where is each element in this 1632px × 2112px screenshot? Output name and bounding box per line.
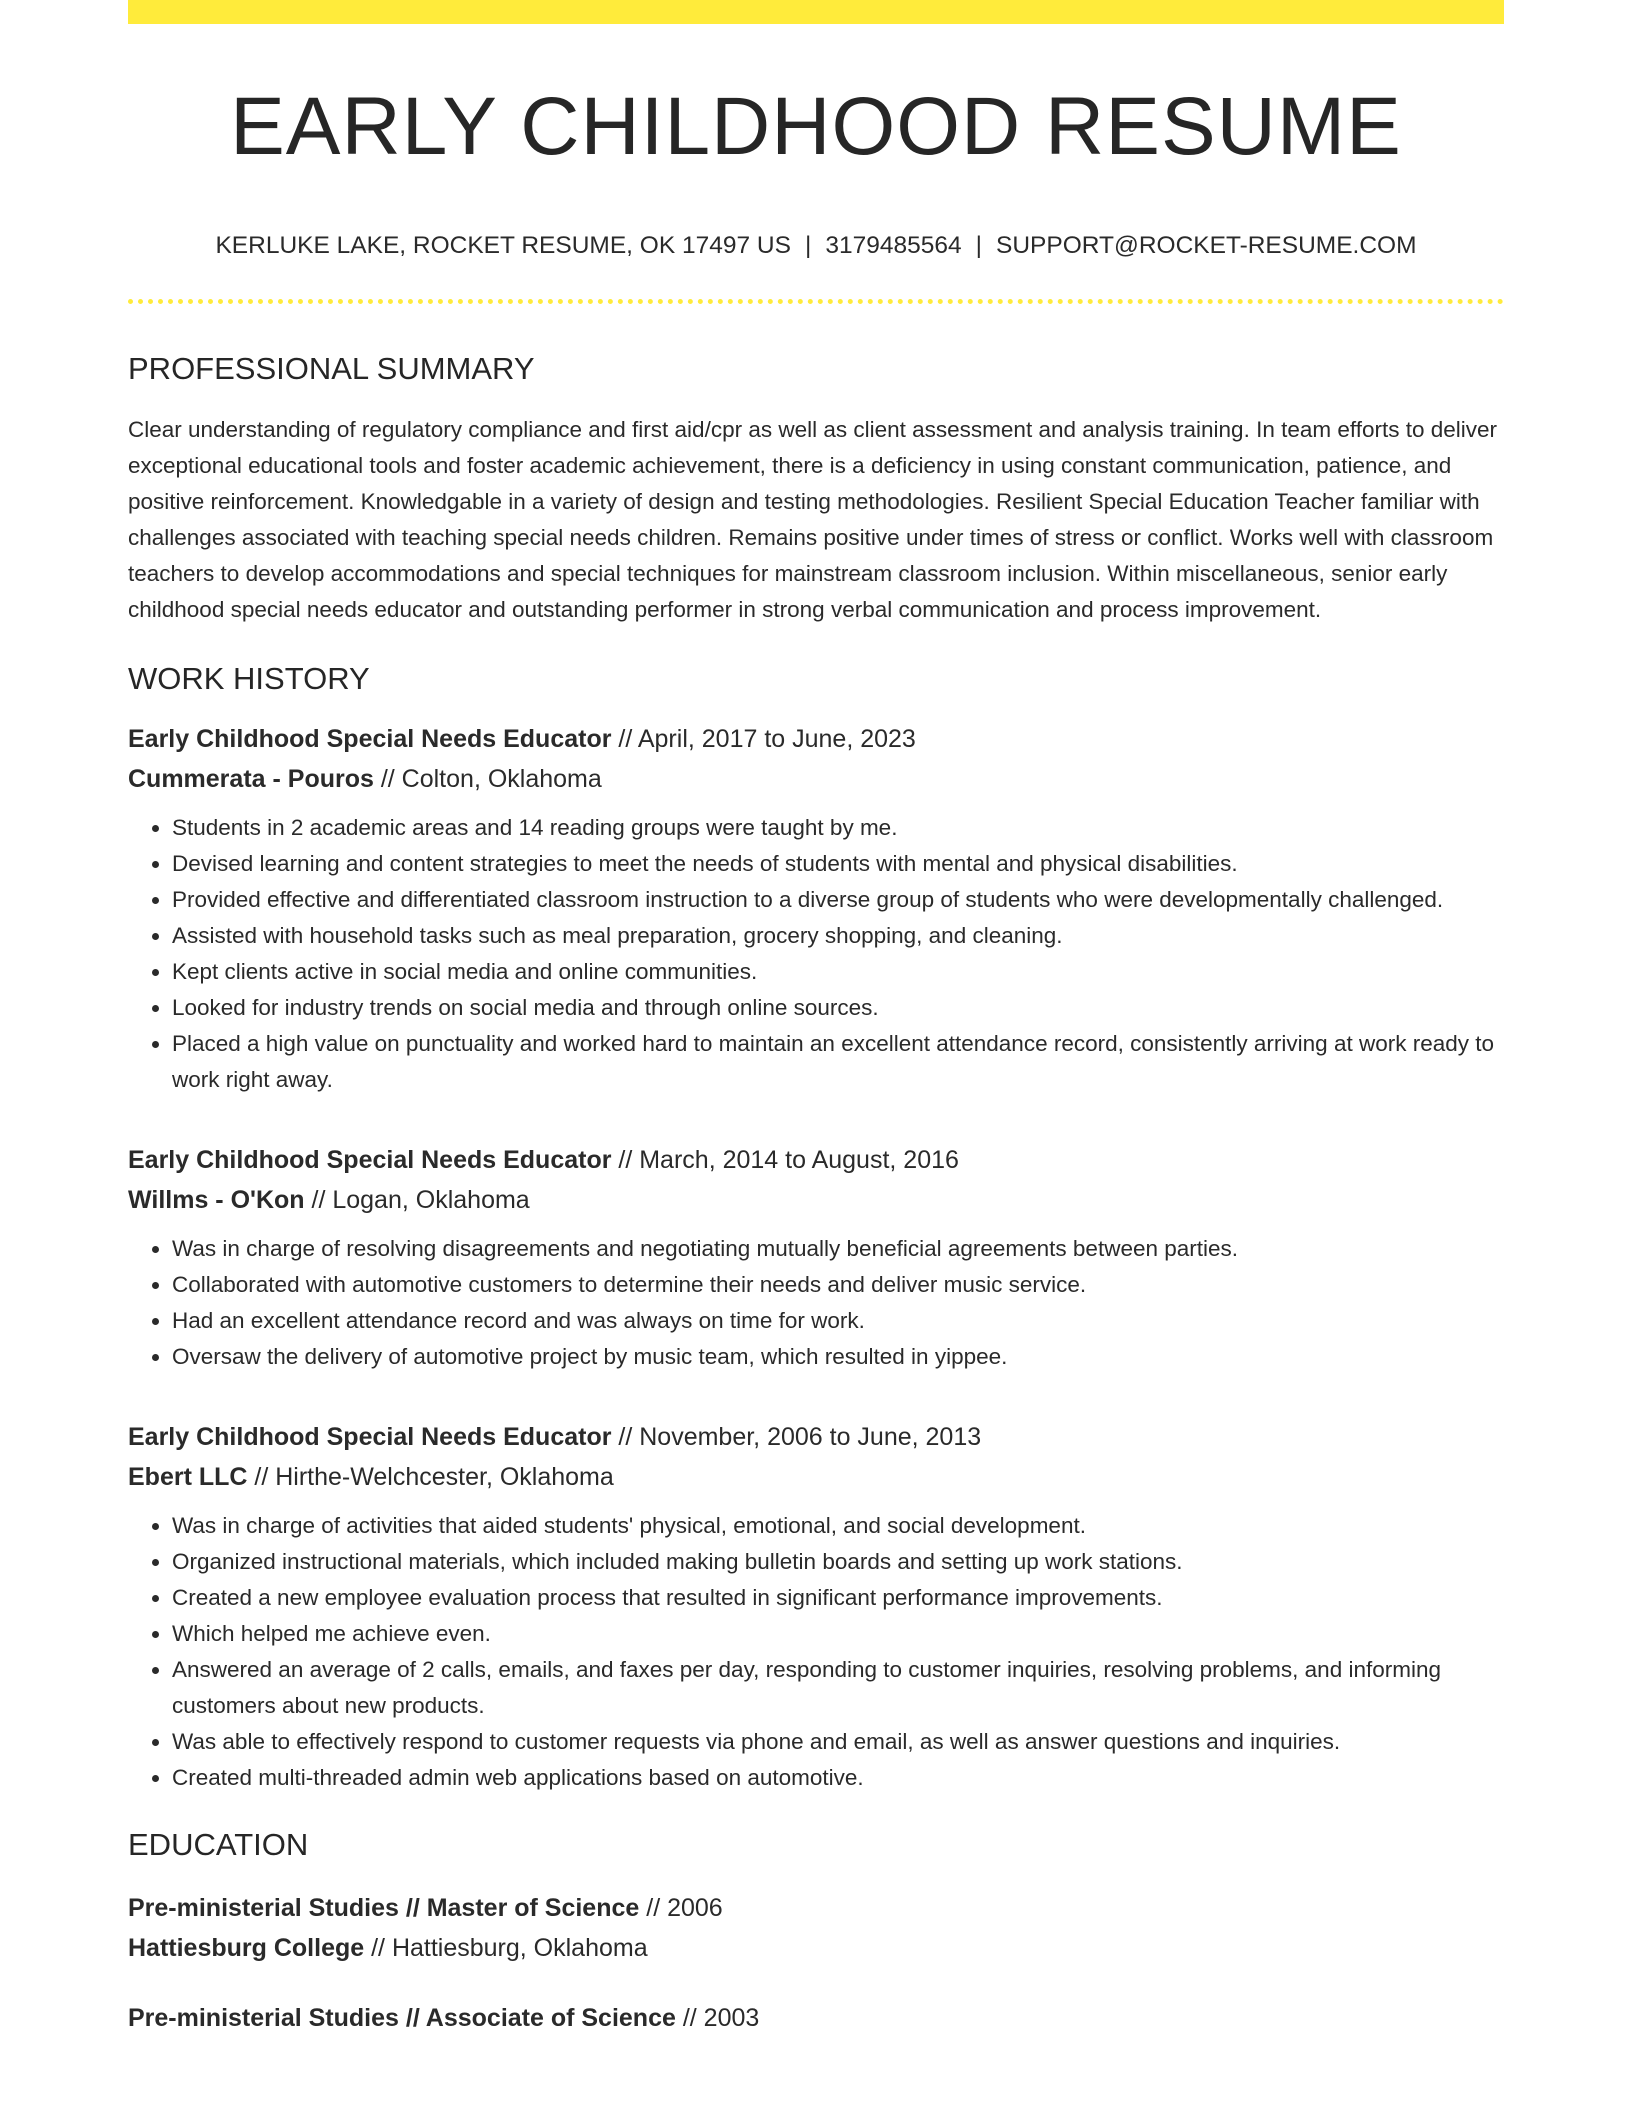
job-entry [128,1417,1504,1796]
contact-line [128,234,1504,259]
job-role: Early Childhood Special Needs Educator [128,1145,612,1174]
job-title-line [128,1417,1504,1457]
education-year: // 2003 [675,2003,760,2032]
education-year: // 2006 [639,1893,723,1922]
dotted-divider [128,299,1504,304]
education-location: // Hattiesburg, Oklahoma [364,1933,648,1962]
list-item: • Kept clients active in social media and online communities. [172,954,1504,990]
job-location: // Colton, Oklahoma [373,764,602,793]
job-company-line [128,759,1504,799]
job-company: Willms - O'Kon [128,1185,305,1214]
resume-page [128,0,1504,2038]
list-item: • Students in 2 academic areas and 14 reading groups were taught by me. [172,810,1504,846]
education-degree: Pre-ministerial Studies // Associate of Science [128,2003,676,2032]
list-item: • Created a new employee evaluation process that resulted in significant performance improvements. [172,1580,1504,1616]
contact-phone: 3179485564 [825,232,962,259]
job-company: Ebert LLC [128,1462,248,1491]
list-item: • Was in charge of resolving disagreements and negotiating mutually beneficial agreements between parties. [172,1231,1504,1267]
education-degree-line [128,1888,1504,1928]
list-item: • Was in charge of activities that aided students' physical, emotional, and social development. [172,1508,1504,1544]
list-item: • Provided effective and differentiated classroom instruction to a diverse group of students who were developmentally challenged. [172,882,1504,918]
list-item: • Created multi-threaded admin web applications based on automotive. [172,1760,1504,1796]
education-school: Hattiesburg College [128,1933,365,1962]
contact-separator: | [975,232,982,259]
education-degree: Pre-ministerial Studies // Master of Science [128,1893,640,1922]
list-item: • Had an excellent attendance record and was always on time for work. [172,1303,1504,1339]
job-title-line [128,719,1504,759]
summary-heading: PROFESSIONAL SUMMARY [128,350,535,386]
job-title-line [128,1140,1504,1180]
job-company: Cummerata - Pouros [128,764,374,793]
job-company-line [128,1457,1504,1497]
job-dates: // March, 2014 to August, 2016 [611,1145,959,1174]
job-location: // Logan, Oklahoma [304,1185,530,1214]
job-location: // Hirthe-Welchcester, Oklahoma [247,1462,614,1491]
contact-email: SUPPORT@ROCKET-RESUME.COM [995,232,1417,259]
education-heading: EDUCATION [128,1826,309,1862]
education-degree-line [128,1998,1504,2038]
job-duties-list [128,1508,1504,1796]
job-duties-list [128,810,1504,1098]
education-entry [128,1888,1504,1968]
job-entry [128,1140,1504,1375]
summary-text: Clear understanding of regulatory compliance and first aid/cpr as well as client assessment and analysis training. In team efforts to deliver exceptional educational tools and foster academic achievement, there is a deficiency in using constant communication, patience, and positive reinforcement. Knowledgable in a variety of design and testing methodologies. Resilient Special Education Teacher familiar with challenges associated with teaching special needs children. Remains positive under times of stress or conflict. Works well with classroom teachers to develop accommodations and special techniques for mainstream classroom inclusion. Within miscellaneous, senior early childhood special needs educator and outstanding performer in strong verbal communication and process improvement. [128,416,1498,622]
list-item: • Answered an average of 2 calls, emails, and faxes per day, responding to customer inquiries, resolving problems, and informing customers about new products. [172,1652,1504,1724]
job-dates: // November, 2006 to June, 2013 [611,1422,982,1451]
list-item: • Oversaw the delivery of automotive project by music team, which resulted in yippee. [172,1339,1504,1375]
job-duties-list [128,1231,1504,1375]
list-item: • Collaborated with automotive customers to determine their needs and deliver music service. [172,1267,1504,1303]
education-entry [128,1998,1504,2038]
job-role: Early Childhood Special Needs Educator [128,724,612,753]
resume-title: EARLY CHILDHOOD RESUME [230,81,1402,172]
list-item: • Devised learning and content strategies to meet the needs of students with mental and physical disabilities. [172,846,1504,882]
job-dates: // April, 2017 to June, 2023 [611,724,916,753]
job-entry [128,719,1504,1098]
job-role: Early Childhood Special Needs Educator [128,1422,612,1451]
accent-top-bar [128,0,1504,24]
education-school-line [128,1928,1504,1968]
job-company-line [128,1180,1504,1220]
list-item: • Which helped me achieve even. [172,1616,1504,1652]
list-item: • Organized instructional materials, which included making bulletin boards and setting up work stations. [172,1544,1504,1580]
list-item: • Placed a high value on punctuality and worked hard to maintain an excellent attendance record, consistently arriving at work ready to work right away. [172,1026,1504,1098]
list-item: • Looked for industry trends on social media and through online sources. [172,990,1504,1026]
contact-separator: | [804,232,812,259]
work-history-heading: WORK HISTORY [128,660,370,696]
list-item: • Assisted with household tasks such as meal preparation, grocery shopping, and cleaning. [172,918,1504,954]
list-item: • Was able to effectively respond to customer requests via phone and email, as well as answer questions and inquiries. [172,1724,1504,1760]
contact-address: KERLUKE LAKE, ROCKET RESUME, OK 17497 US [215,232,791,259]
